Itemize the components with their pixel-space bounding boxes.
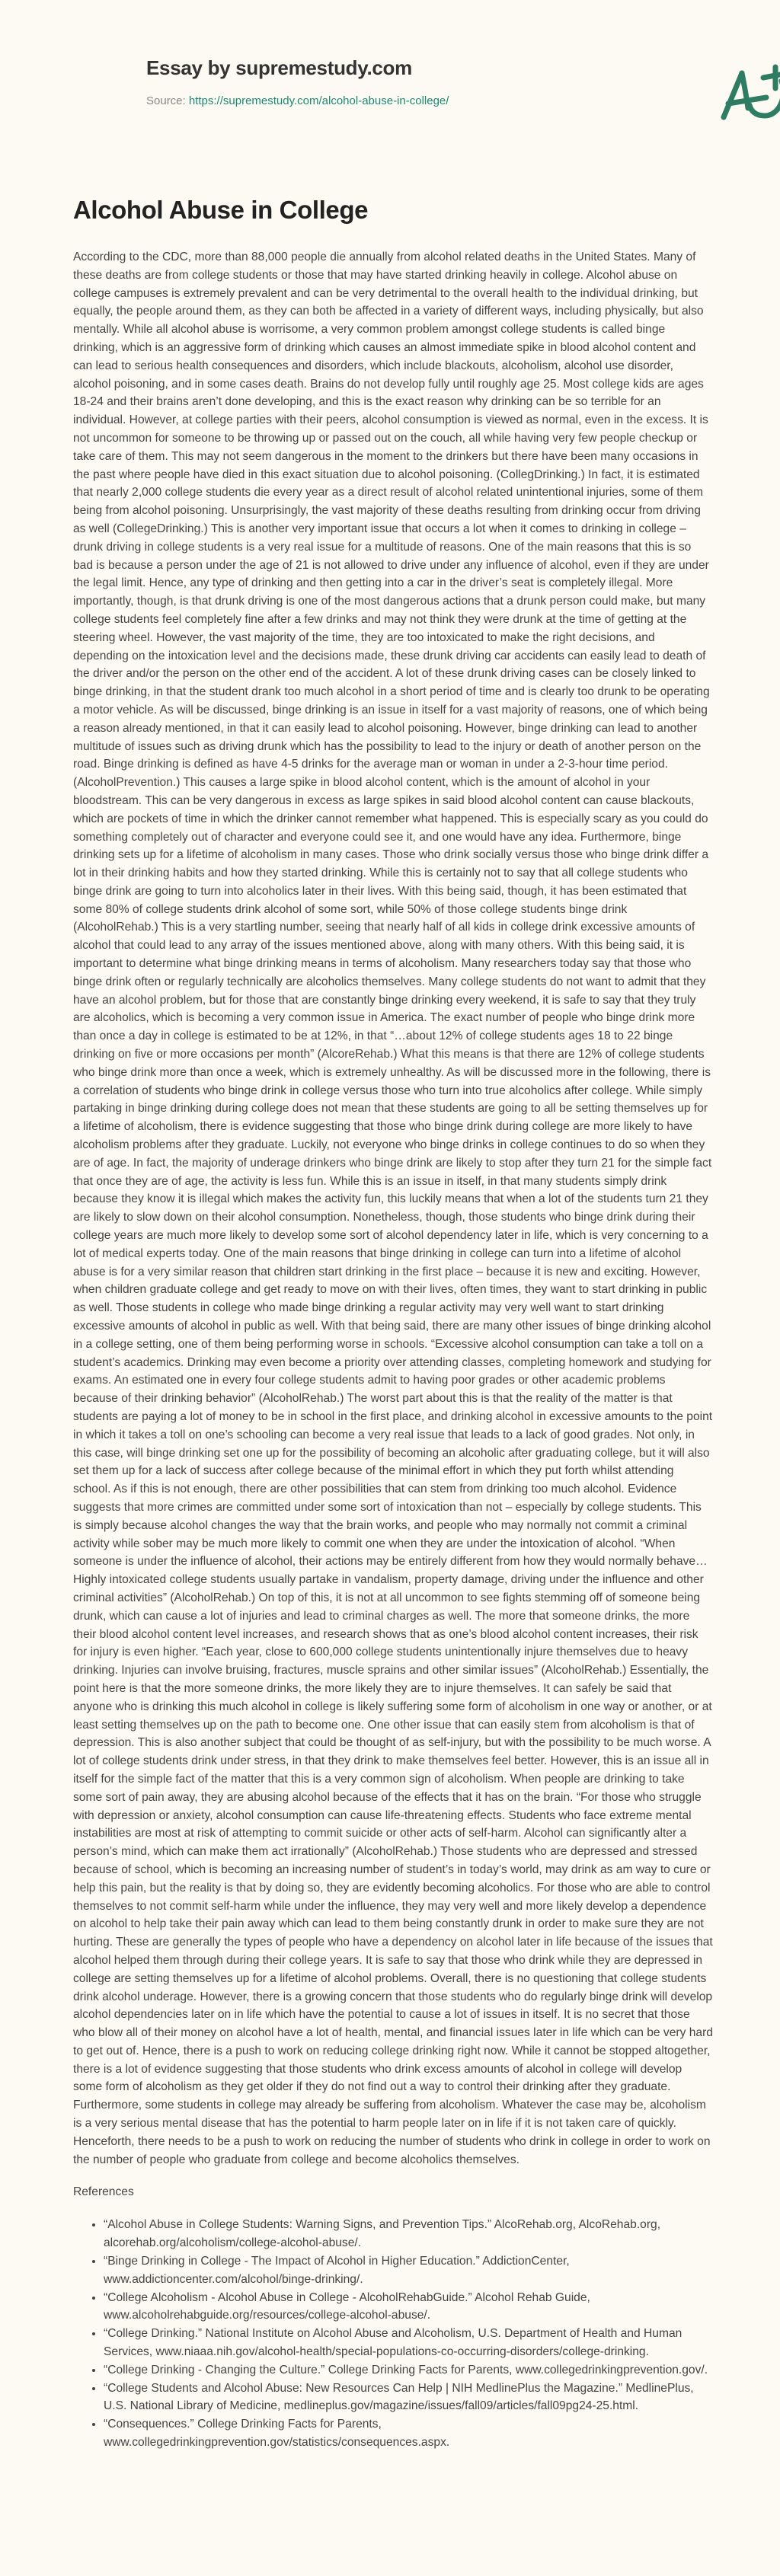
reference-item: • “Alcohol Abuse in College Students: Warning Signs, and Prevention Tips.” AlcoRehab.org, AlcoRehab.org, alcorehab.org/alcoholism/college-alcohol-abuse/. xyxy=(104,2216,713,2252)
source-label: Source: xyxy=(146,94,186,107)
reference-item: • “College Students and Alcohol Abuse: New Resources Can Help | NIH MedlinePlus the Magazine.” MedlinePlus, U.S. National Library of Medicine, medlineplus.gov/magazine/issues/fall09/articles/fall09pg24-25.html. xyxy=(104,2380,713,2416)
essay-title: Alcohol Abuse in College xyxy=(73,196,369,224)
references-list xyxy=(73,2216,713,2451)
essay-body: According to the CDC, more than 88,000 people die annually from alcohol related deaths in the United States. Many of these deaths are from college students or those that may have started drinking heavily in college. Alcohol abuse on college campuses is extremely prevalent and can be very detrimental to the overall health to the individual drinking, but equally, the people around them, as they can both be affected in a variety of different ways, including physically, but also mentally. While all alcohol abuse is worrisome, a very common problem amongst college students is called binge drinking, which is an aggressive form of drinking which causes an almost immediate spike in blood alcohol content and can lead to serious health consequences and disorders, which include blackouts, alcoholism, alcohol use disorder, alcohol poisoning, and in some cases death. Brains do not develop fully until roughly age 25. Most college kids are ages 18-24 and their brains aren’t done developing, and this is the exact reason why drinking can be so terrible for an individual. However, at college parties with their peers, alcohol consumption is viewed as normal, even in the excess. It is not uncommon for someone to be throwing up or passed out on the couch, all while having very few people checkup or take care of them. This may not seem dangerous in the moment to the drinkers but there have been many occasions in the past where people have died in this exact situation due to alcohol poisoning. (CollegDrinking.) In fact, it is estimated that nearly 2,000 college students die every year as a direct result of alcohol related unintentional injuries, some of them being from alcohol poisoning. Unsurprisingly, the vast majority of these deaths resulting from drinking occur from driving as well (CollegeDrinking.) This is another very important issue that occurs a lot when it comes to drinking in college – drunk driving in college students is a very real issue for a multitude of reasons. One of the main reasons that this is so bad is because a person under the age of 21 is not allowed to drive under any influence of alcohol, even if they are under the legal limit. Hence, any type of drinking and then getting into a car in the driver’s seat is completely illegal. More importantly, though, is that drunk driving is one of the most dangerous actions that a drunk person could make, but many college students feel completely fine after a few drinks and may not think they were drunk at the time of getting at the steering wheel. However, the vast majority of the time, they are too intoxicated to make the right decisions, and depending on the intoxication level and the decisions made, these drunk driving car accidents can easily lead to death of the driver and/or the person on the other end of the accident. A lot of these drunk driving cases can be closely linked to binge drinking, in that the student drank too much alcohol in a short period of time and is clearly too drunk to be operating a motor vehicle. As will be discussed, binge drinking is an issue in itself for a vast majority of reasons, one of which being a reason already mentioned, in that it can easily lead to alcohol poisoning. However, binge drinking can lead to another multitude of issues such as driving drunk which has the possibility to lead to the injury or death of another person on the road. Binge drinking is defined as have 4-5 drinks for the average man or woman in under a 2-3-hour time period. (AlcoholPrevention.) This causes a large spike in blood alcohol content, which is the amount of alcohol in your bloodstream. This can be very dangerous in excess as large spikes in said blood alcohol content can cause blackouts, which are pockets of time in which the drinker cannot remember what happened. This is especially scary as you could do something completely out of character and everyone could see it, and one would have any idea. Furthermore, binge drinking sets up for a lifetime of alcoholism in many cases. Those who drink socially versus those who binge drink differ a lot in their drinking habits and how they started drinking. While this is certainly not to say that all college students who binge drink are going to turn into alcoholics later in their lives. With this being said, though, it has been estimated that some 80% of college students drink alcohol of some sort, while 50% of those college students binge drink (AlcoholRehab.) This is a very startling number, seeing that nearly half of all kids in college drink excessive amounts of alcohol that could lead to any array of the issues mentioned above, along with many others. With this being said, it is important to determine what binge drinking means in terms of alcoholism. Many researchers today say that those who binge drink often or regularly technically are alcoholics themselves. Many college students do not want to admit that they have an alcohol problem, but for those that are constantly binge drinking every weekend, it is safe to say that they truly are alcoholics, which is becoming a very common issue in America. The exact number of people who binge drink more than once a day in college is estimated to be at 12%, in that “…about 12% of college students ages 18 to 22 binge drinking on five or more occasions per month” (AlcoreRehab.) What this means is that there are 12% of college students who binge drink more than once a week, which is extremely unhealthy. As will be discussed more in the following, there is a correlation of students who binge drink in college versus those who turn into true alcoholics after college. While simply partaking in binge drinking during college does not mean that these students are going to all be setting themselves up for a lifetime of alcoholism, there is evidence suggesting that those who binge drink during college are more likely to have alcoholism problems after they graduate. Luckily, not everyone who binge drinks in college continues to do so when they are of age. In fact, the majority of underage drinkers who binge drink are likely to stop after they turn 21 for the simple fact that once they are of age, the activity is less fun. While this is an issue in itself, in that many students simply drink because they know it is illegal which makes the activity fun, this luckily means that when a lot of the students turn 21 they are likely to slow down on their alcohol consumption. Nonetheless, though, those students who binge drink during their college years are much more likely to develop some sort of alcohol dependency later in life, which is very concerning to a lot of medical experts today. One of the main reasons that binge drinking in college can turn into a lifetime of alcohol abuse is for a very similar reason that children start drinking in the first place – because it is new and exciting. However, when children graduate college and get ready to move on with their lives, often times, they want to start drinking in public as well. Those students in college who made binge drinking a regular activity may very well want to start drinking excessive amounts of alcohol in public as well. With that being said, there are many other issues of binge drinking alcohol in a college setting, one of them being performing worse in schools. “Excessive alcohol consumption can take a toll on a student’s academics. Drinking may even become a priority over attending classes, completing homework and studying for exams. An estimated one in every four college students admit to having poor grades or other academic problems because of their drinking behavior” (AlcoholRehab.) The worst part about this is that the reality of the matter is that students are paying a lot of money to be in school in the first place, and drinking alcohol in excessive amounts to the point in which it takes a toll on one’s schooling can become a very real issue that leads to a lack of good grades. Not only, in this case, will binge drinking set one up for the possibility of becoming an alcoholic after graduating college, but it will also set them up for a lack of success after college because of the minimal effort in which they put forth whilst attending school. As if this is not enough, there are other possibilities that can stem from drinking too much alcohol. Evidence suggests that more crimes are committed under some sort of intoxication than not – especially by college students. This is simply because alcohol changes the way that the brain works, and people who may normally not commit a criminal activity while sober may be much more likely to commit one when they are under the intoxication of alcohol. “When someone is under the influence of alcohol, their actions may be entirely different from how they would normally behave…Highly intoxicated college students usually partake in vandalism, property damage, driving under the influence and other criminal activities” (AlcoholRehab.) On top of this, it is not at all uncommon to see fights stemming off of someone being drunk, which can cause a lot of injuries and lead to criminal charges as well. The more that someone drinks, the more their blood alcohol content level increases, and research shows that as one’s blood alcohol content increases, their risk for injury is even higher. “Each year, close to 600,000 college students unintentionally injure themselves due to heavy drinking. Injuries can involve bruising, fractures, muscle sprains and other similar issues” (AlcoholRehab.) Essentially, the point here is that the more someone drinks, the more likely they are to injure themselves. It can safely be said that anyone who is drinking this much alcohol in college is likely suffering some form of alcoholism in one way or another, or at least setting themselves up on the path to become one. One other issue that can easily stem from alcoholism is that of depression. This is also another subject that could be thought of as self-injury, but with the possibility to be much worse. A lot of college students drink under stress, in that they drink to make themselves feel better. However, this is an issue all in itself for the simple fact of the matter that this is a very common sign of alcoholism. When people are drinking to take some sort of pain away, they are abusing alcohol because of the effects that it has on the brain. “For those who struggle with depression or anxiety, alcohol consumption can cause life-threatening effects. Students who face extreme mental instabilities are most at risk of attempting to commit suicide or other acts of self-harm. Alcohol can significantly alter a person’s mind, which can make them act irrationally” (AlcoholRehab.) Those students who are depressed and stressed because of school, which is becoming an increasing number of student’s in today’s world, may drink as am way to cure or help this pain, but the reality is that by doing so, they are evidently becoming alcoholics. For those who are able to control themselves to not commit self-harm while under the influence, they may very well and more likely develop a dependence on alcohol to help take their pain away which can lead to them being constantly drunk in order to make sure they are not hurting. These are generally the types of people who have a dependency on alcohol later in life because of the issues that alcohol helped them through during their college years. It is safe to say that those who drink while they are depressed in college are setting themselves up for a lifetime of alcohol problems. Overall, there is no questioning that college students drink alcohol underage. However, there is a growing concern that those students who do regularly binge drink will develop alcohol dependencies later on in life which have the potential to cause a lot of issues in itself. It is no secret that those who blow all of their money on alcohol have a lot of health, mental, and financial issues later in life which can be very hard to get out of. Hence, there is a push to work on reducing college drinking right now. While it cannot be stopped altogether, there is a lot of evidence suggesting that those students who drink excess amounts of alcohol in college will develop some form of alcoholism as they get older if they do not find out a way to control their drinking after they graduate. Furthermore, some students in college may already be suffering from alcoholism. Whatever the case may be, alcoholism is a very serious mental disease that has the potential to harm people later on in life if it is not taken care of quickly. Henceforth, there needs to be a push to work on reducing the number of students who drink in college in order to work on the number of people who graduate from college and become alcoholics themselves. xyxy=(73,251,713,2166)
site-title: Essay by supremestudy.com xyxy=(146,56,412,79)
source-link[interactable]: https://supremestudy.com/alcohol-abuse-in-college/ xyxy=(188,94,449,107)
a-plus-grade-icon xyxy=(702,50,780,126)
reference-item: • “Consequences.” College Drinking Facts for Parents, www.collegedrinkingprevention.gov/statistics/consequences.aspx. xyxy=(104,2415,713,2452)
reference-item: • “College Drinking - Changing the Culture.” College Drinking Facts for Parents, www.collegedrinkingprevention.gov/. xyxy=(104,2361,713,2380)
reference-item: • “Binge Drinking in College - The Impact of Alcohol in Higher Education.” AddictionCenter, www.addictioncenter.com/alcohol/binge-drinking/. xyxy=(104,2252,713,2289)
source-line xyxy=(146,94,449,107)
reference-item: • “College Alcoholism - Alcohol Abuse in College - AlcoholRehabGuide.” Alcohol Rehab Guide, www.alcoholrehabguide.org/resources/college-alcohol-abuse/. xyxy=(104,2289,713,2325)
page-header xyxy=(73,0,707,168)
references-heading: References xyxy=(73,2185,134,2199)
reference-item: • “College Drinking.” National Institute on Alcohol Abuse and Alcoholism, U.S. Department of Health and Human Services, www.niaaa.nih.gov/alcohol-health/special-populations-co-occurring-disorders/college-drinking. xyxy=(104,2325,713,2361)
bottom-spacer xyxy=(73,2452,707,2482)
essay-content xyxy=(73,168,713,2482)
